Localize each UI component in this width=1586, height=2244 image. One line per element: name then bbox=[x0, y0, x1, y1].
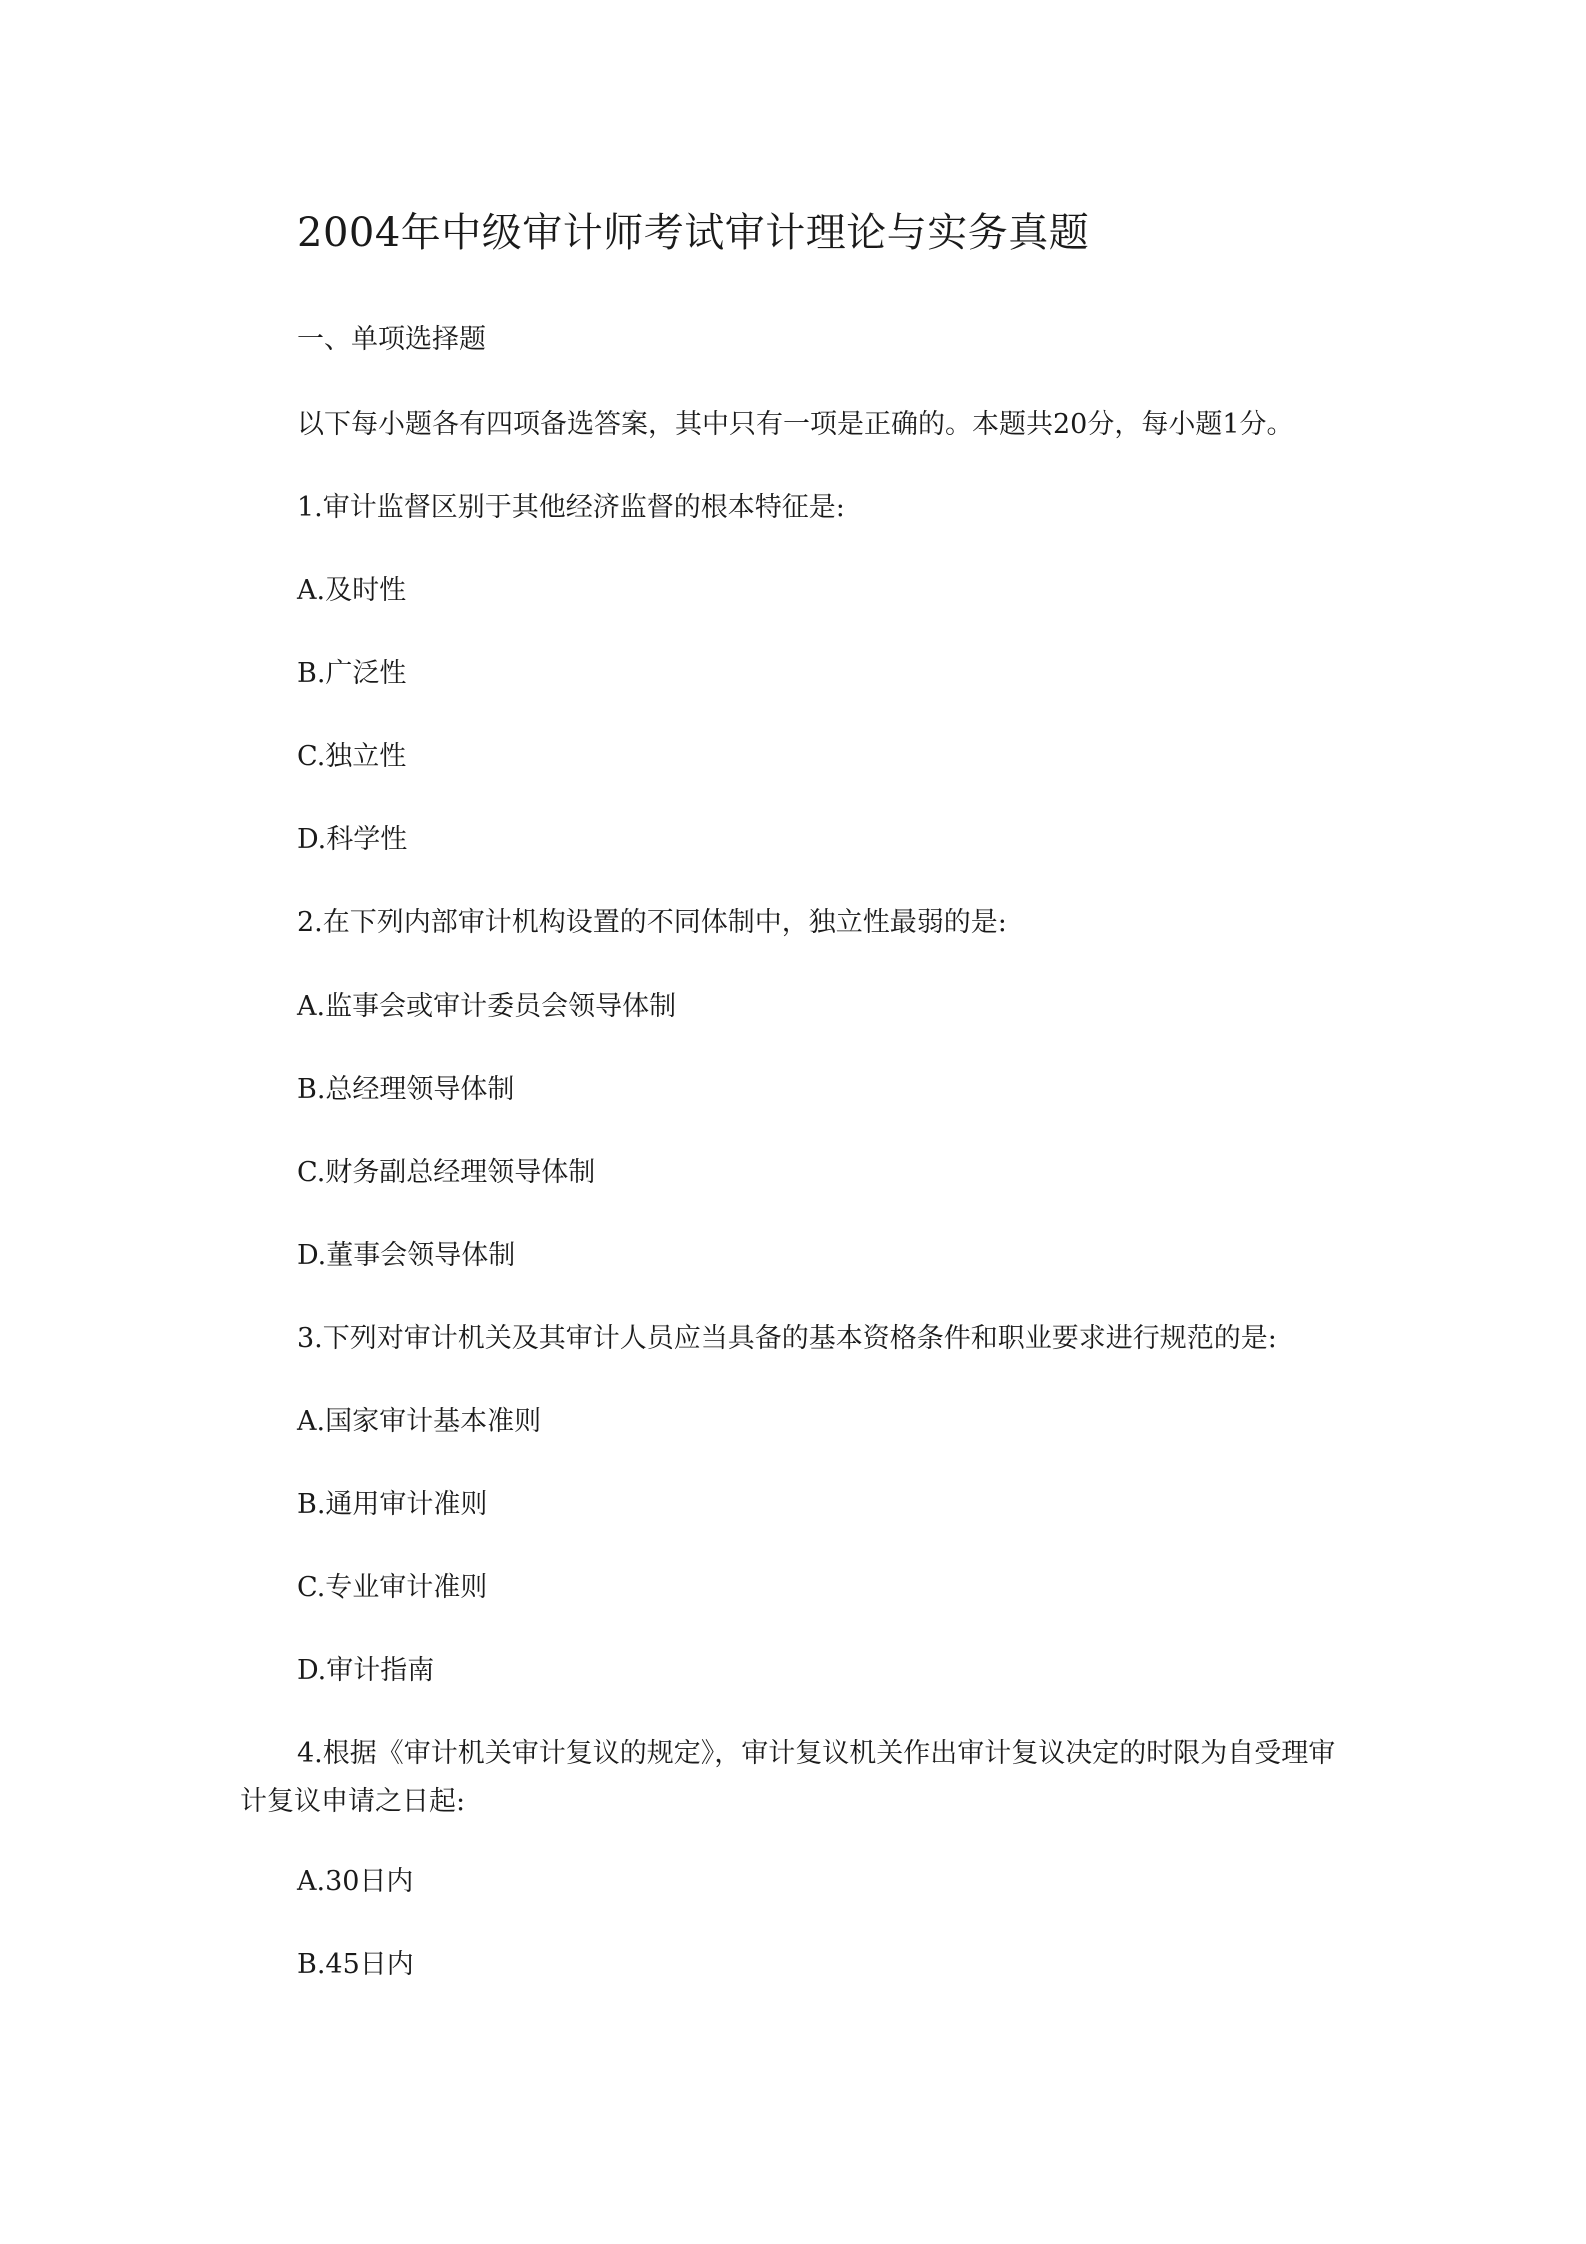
section-heading: 一、单项选择题 bbox=[297, 324, 486, 355]
question-4-option-b: B.45日内 bbox=[297, 1949, 414, 1980]
question-3-option-b: B.通用审计准则 bbox=[297, 1489, 488, 1520]
question-1-option-b: B.广泛性 bbox=[297, 658, 407, 689]
question-3-option-a: A.国家审计基本准则 bbox=[297, 1406, 542, 1437]
question-4-option-a: A.30日内 bbox=[297, 1866, 414, 1897]
question-4-stem: 4.根据《审计机关审计复议的规定》，审计复议机关作出审计复议决定的时限为自受理审计复议申请之日起: bbox=[240, 1738, 1336, 1817]
question-3-option-d: D.审计指南 bbox=[297, 1655, 435, 1686]
instructions-text: 以下每小题各有四项备选答案，其中只有一项是正确的。本题共20分，每小题1分。 bbox=[297, 409, 1294, 440]
question-2-option-d: D.董事会领导体制 bbox=[297, 1240, 516, 1271]
question-3-stem: 3.下列对审计机关及其审计人员应当具备的基本资格条件和职业要求进行规范的是: bbox=[297, 1323, 1277, 1354]
question-2-option-b: B.总经理领导体制 bbox=[297, 1074, 515, 1105]
question-2-option-a: A.监事会或审计委员会领导体制 bbox=[297, 991, 677, 1022]
question-1-stem: 1.审计监督区别于其他经济监督的根本特征是: bbox=[297, 492, 845, 523]
question-1-option-a: A.及时性 bbox=[297, 575, 407, 606]
question-1-option-d: D.科学性 bbox=[297, 824, 408, 855]
page-title: 2004年中级审计师考试审计理论与实务真题 bbox=[297, 210, 1090, 256]
question-1-option-c: C.独立性 bbox=[297, 741, 407, 772]
question-2-option-c: C.财务副总经理领导体制 bbox=[297, 1157, 596, 1188]
question-2-stem: 2.在下列内部审计机构设置的不同体制中，独立性最弱的是: bbox=[297, 907, 1007, 938]
question-3-option-c: C.专业审计准则 bbox=[297, 1572, 488, 1603]
